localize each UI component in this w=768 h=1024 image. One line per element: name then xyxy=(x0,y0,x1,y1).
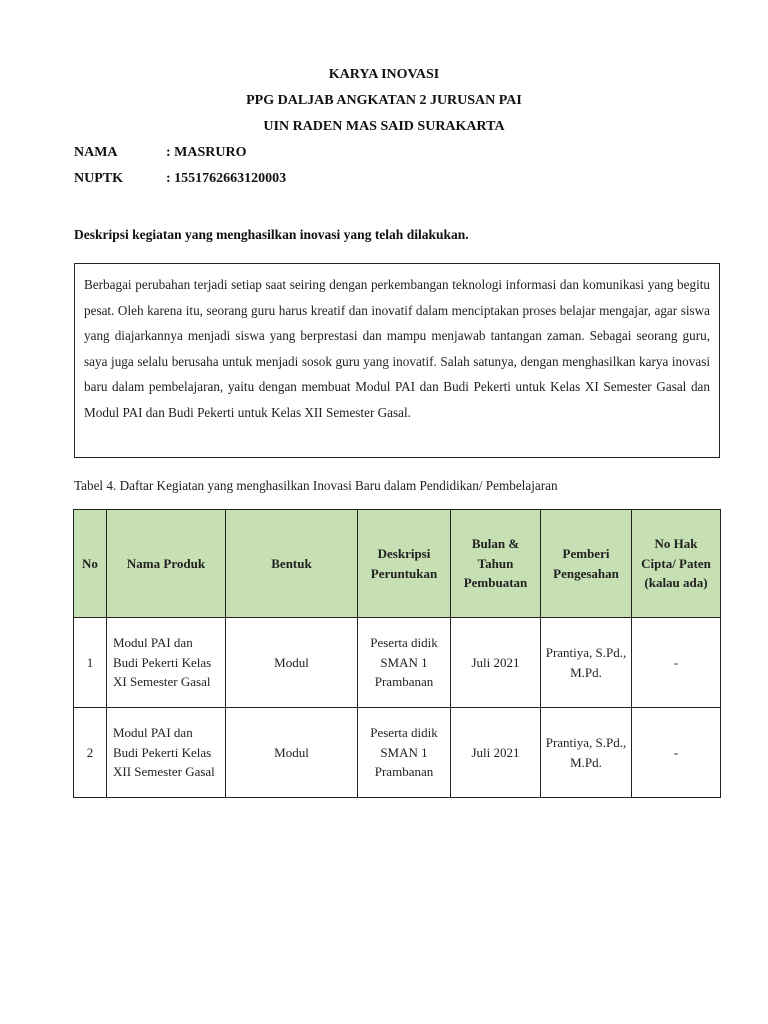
cell-nama-produk: Modul PAI dan Budi Pekerti Kelas XII Semester Gasal xyxy=(107,708,226,798)
name-row xyxy=(74,145,247,161)
description-heading: Deskripsi kegiatan yang menghasilkan inovasi yang telah dilakukan. xyxy=(74,227,469,242)
institution-title: UIN RADEN MAS SAID SURAKARTA xyxy=(263,119,505,134)
header-pemberi-pengesahan: Pemberi Pengesahan xyxy=(541,510,632,618)
nuptk-row xyxy=(74,171,286,187)
header-bulan-tahun: Bulan & Tahun Pembuatan xyxy=(451,510,541,618)
header-nama-produk: Nama Produk xyxy=(107,510,226,618)
header-bentuk: Bentuk xyxy=(226,510,358,618)
table-header-row xyxy=(74,510,721,618)
description-box xyxy=(74,263,720,458)
nuptk-value: : 1551762663120003 xyxy=(166,171,287,186)
nuptk-label: NUPTK xyxy=(74,171,123,186)
table-row xyxy=(74,618,721,708)
table-row xyxy=(74,708,721,798)
cell-deskripsi: Peserta didik SMAN 1 Prambanan xyxy=(358,618,451,708)
cell-no: 2 xyxy=(74,708,107,798)
cell-nama-produk: Modul PAI dan Budi Pekerti Kelas XI Semester Gasal xyxy=(107,618,226,708)
cell-pemberi-pengesahan: Prantiya, S.Pd., M.Pd. xyxy=(541,618,632,708)
header-hak-cipta: No Hak Cipta/ Paten (kalau ada) xyxy=(632,510,721,618)
cell-bentuk: Modul xyxy=(226,708,358,798)
name-label: NAMA xyxy=(74,145,118,160)
description-body: Berbagai perubahan terjadi setiap saat seiring dengan perkembangan teknologi informasi dan komunikasi yang begitu pesat. Oleh karena itu, seorang guru harus kreatif dan inovatif dalam menciptakan proses belajar mengajar, agar siswa yang diajarkannya menjadi siswa yang berprestasi dan mampu menjawab tantangan zaman. Sebagai seorang guru, saya juga selalu berusaha untuk menjadi sosok guru yang inovatif. Salah satunya, dengan menghasilkan karya inovasi baru dalam pembelajaran, yaitu dengan membuat Modul PAI dan Budi Pekerti untuk Kelas XI Semester Gasal dan Modul PAI dan Budi Pekerti untuk Kelas XII Semester Gasal. xyxy=(84,277,710,420)
cell-bulan-tahun: Juli 2021 xyxy=(451,708,541,798)
cell-hak-cipta: - xyxy=(632,618,721,708)
program-title: PPG DALJAB ANGKATAN 2 JURUSAN PAI xyxy=(246,93,522,108)
name-value: : MASRURO xyxy=(166,145,247,160)
cell-bentuk: Modul xyxy=(226,618,358,708)
document-title: KARYA INOVASI xyxy=(328,67,440,82)
cell-hak-cipta: - xyxy=(632,708,721,798)
cell-no: 1 xyxy=(74,618,107,708)
header-no: No xyxy=(74,510,107,618)
cell-deskripsi: Peserta didik SMAN 1 Prambanan xyxy=(358,708,451,798)
header-deskripsi: Deskripsi Peruntukan xyxy=(358,510,451,618)
innovation-table xyxy=(73,509,721,798)
cell-bulan-tahun: Juli 2021 xyxy=(451,618,541,708)
cell-pemberi-pengesahan: Prantiya, S.Pd., M.Pd. xyxy=(541,708,632,798)
table-caption: Tabel 4. Daftar Kegiatan yang menghasilkan Inovasi Baru dalam Pendidikan/ Pembelajaran xyxy=(74,478,558,493)
